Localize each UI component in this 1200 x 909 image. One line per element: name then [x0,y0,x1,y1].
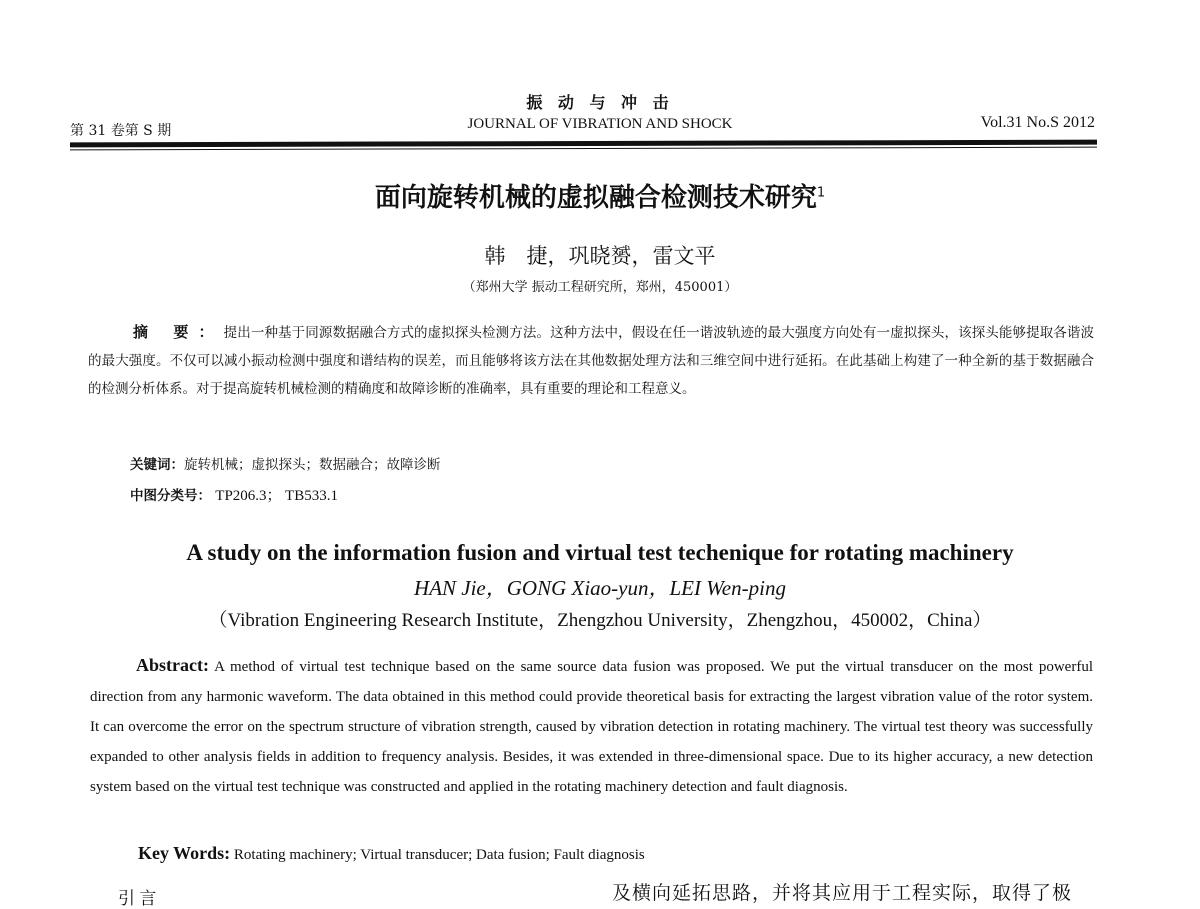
paper-title-cn [0,177,1200,214]
journal-name-cn: 振 动 与 冲 击 [526,93,674,112]
affiliation-cn: （郑州大学 振动工程研究所，郑州，450001） [462,280,738,295]
classification-cn-label: 中图分类号： [130,488,211,504]
title-footnote-mark: 1 [816,185,826,201]
body-text-cutoff: 及横向延拓思路，并将其应用于工程实际，取得了极 [612,882,1073,904]
keywords-en [138,843,645,864]
abstract-cn-text: 提出一种基于同源数据融合方式的虚拟探头检测方法。这种方法中，假设在任一谐波轨迹的最大强度方向处有一虚拟探头，该探头能够提取各谐波的最大强度。不仅可以减小振动检测中强度和谱结构的误差，而且能够将该方法在其他数据处理方法和三维空间中进行延拓。在此基础上构建了一种全新的基于数据融合的检测分析体系。对于提高旋转机械检测的精确度和故障诊断的准确率，具有重要的理论和工程意义。 [88,325,1095,397]
keywords-en-label: Key Words: [138,843,231,863]
title-text: 面向旋转机械的虚拟融合检测技术研究 [374,183,817,213]
issue-number: 第 31 卷第 S 期 [70,123,172,139]
journal-name-en: JOURNAL OF VIBRATION AND SHOCK [467,116,733,132]
affiliation-en: （Vibration Engineering Research Institute，Zhengzhou University，Zhengzhou，450002，China） [208,610,992,631]
abstract-cn [88,318,1094,403]
classification-cn [130,484,338,505]
keywords-cn-text: 旋转机械；虚拟探头；数据融合；故障诊断 [184,457,441,473]
keywords-cn-label: 关键词： [130,457,184,473]
authors-cn: 韩 捷，巩晓赟，雷文平 [484,244,716,268]
abstract-en [90,650,1093,802]
abstract-en-label: Abstract: [136,655,209,675]
volume-label: Vol.31 No.S 2012 [980,114,1095,131]
paper-title-en: A study on the information fusion and virtual test techenique for rotating machinery [186,540,1014,565]
keywords-en-text: Rotating machinery; Virtual transducer; Data fusion; Fault diagnosis [233,847,645,863]
section-heading-cutoff: 引 言 [118,889,157,908]
authors-en: HAN Jie，GONG Xiao-yun，LEI Wen-ping [414,576,786,600]
abstract-cn-label: 摘 要： [133,323,224,341]
abstract-en-text: A method of virtual test technique based on the same source data fusion was proposed. We put the virtual transducer on the most powerful direction from any harmonic waveform. The data obtained in this method could provide theoretical basis for extracting the largest vibration value of the rotor system. It can overcome the error on the spectrum structure of vibration strength, caused by vibration detection in rotating machinery. The virtual test theory was successfully expanded to other analysis fields in addition to frequency analysis. Besides, it was extended in three-dimensional space. Due to its higher accuracy, a new detection system based on the virtual test technique was constructed and applied in the rotating machinery detection and fault diagnosis. [90,659,1093,795]
classification-cn-text: TP206.3； TB533.1 [215,488,338,504]
keywords-cn [130,453,441,473]
header-rule-thin [70,147,1097,151]
